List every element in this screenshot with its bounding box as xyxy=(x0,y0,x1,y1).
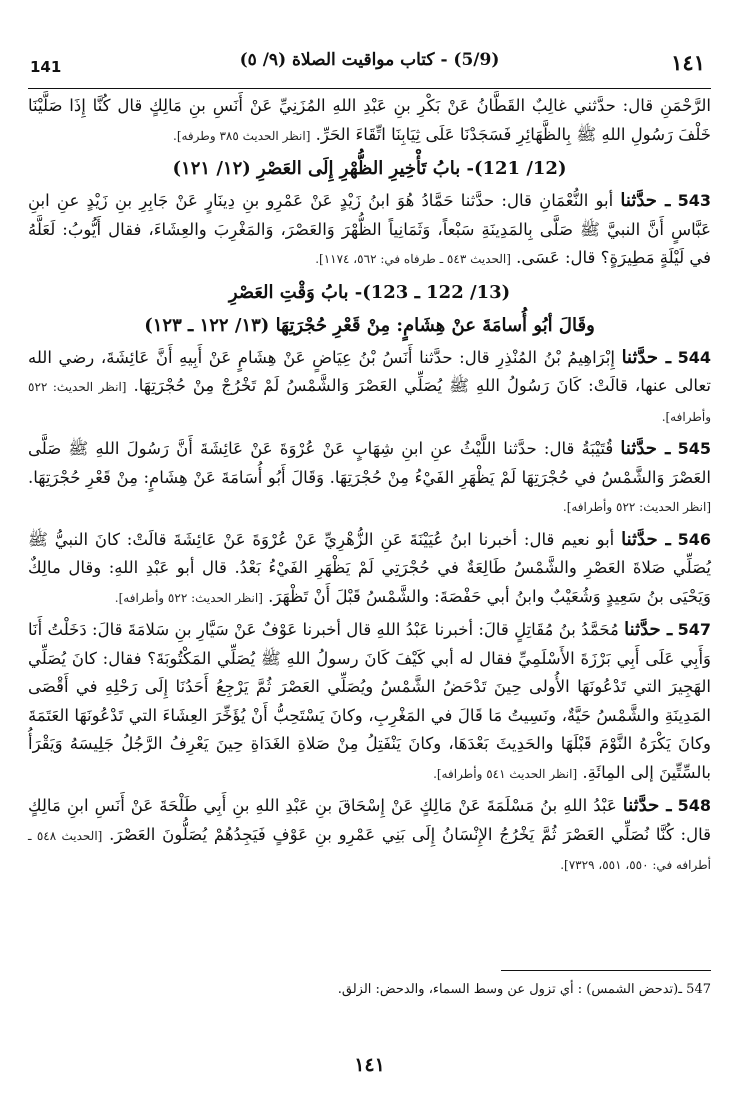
chapter-heading: (12/ 121)- بابُ تَأْخِيرِ الظُّهْرِ إِلَى العَصْرِ (١٢/ ١٢١) xyxy=(172,158,567,179)
page-number-arabic: ١٤١ xyxy=(671,50,705,75)
hadith-reference: [انظر الحديث: ٥٢٢ وأطرافه]. xyxy=(28,380,711,424)
hadith-lead: ـ حدَّثنا xyxy=(622,795,672,816)
hadith-lead: ـ حدَّثنا xyxy=(620,438,671,459)
hadith-paragraph xyxy=(28,92,711,150)
hadith-reference: [الحديث ٥٤٣ ـ طرفاه في: ٥٦٢، ١١٧٤]. xyxy=(315,252,511,266)
page-header xyxy=(28,40,711,74)
hadith-lead: ـ حدَّثنا xyxy=(620,190,671,211)
hadith-reference: [انظر الحديث ٥٤١ وأطرافه]. xyxy=(433,766,578,781)
hadith-reference: [انظر الحديث: ٥٢٢ وأطرافه]. xyxy=(114,590,263,605)
hadith-text: الرَّحْمَنِ قال: حدَّثني غالِبٌ القَطَّانُ عَنْ بَكْرِ بنِ عَبْدِ اللهِ المُزَنِيِّ عَنْ أَنَسِ بنِ مَالِكٍ قال كُنَّا إِذَا صَلَّيْنَا خَلْفَ رَسُولِ اللهِ ﷺ بِالظَّهَائِرِ فَسَجَدْنَا عَلَى ثِيَابِنَا اتِّقَاءَ الحَرِّ. xyxy=(28,96,711,144)
running-title: (5/9) - كتاب مواقيت الصلاة (٩/ ٥) xyxy=(239,50,500,70)
footnote-rule xyxy=(501,970,711,971)
hadith-text: قُتَيْبَةُ قال: حدَّثنا اللَّيْثُ عنِ ابنِ شِهَابٍ عَنْ عُرْوَةَ عَنْ عَائِشَةَ أَنَّ رَسُولَ اللهِ ﷺ صَلَّى العَصْرَ وَالشَّمْسُ في حُجْرَتِهَا لَمْ يَظْهَرِ الفَيْءُ مِنْ حُجْرَتِهَا. وَقَالَ أَبُو أُسَامَةَ عَنْ هِشَامٍ: مِنْ قَعْرِ حُجْرَتِهَا. xyxy=(28,439,711,487)
hadith-lead: ـ حدَّثنا xyxy=(621,346,671,368)
footnote: 547 ـ(تدحض الشمس) : أي تزول عن وسط السماء، والدحض: الزلق. xyxy=(337,982,711,997)
hadith-number: 543 xyxy=(677,191,712,210)
hadith-lead: ـ حدَّثنا xyxy=(621,528,671,550)
hadith-paragraph xyxy=(28,187,711,274)
hadith-number: 545 xyxy=(677,439,711,458)
hadith-reference: [الحديث ٥٤٨ ـ أطرافه في: ٥٥٠، ٥٥١، ٧٣٢٩]. xyxy=(28,828,711,872)
chapter-heading: وقَالَ أبُو أُسامَةَ عنْ هِشَامٍ: مِنْ قَعْرِ حُجْرَتِهَا (١٣/ ١٢٢ ـ ١٢٣) xyxy=(144,314,595,336)
hadith-number: 547 xyxy=(677,620,711,639)
hadith-paragraph xyxy=(28,435,711,522)
hadith-paragraph xyxy=(28,344,711,432)
hadith-number: 546 xyxy=(677,529,712,549)
page-number-latin: 141 xyxy=(30,58,62,76)
hadith-number: 544 xyxy=(677,347,712,367)
hadith-text: أبو النُّعْمَانِ قال: حدَّثنا حَمَّادُ هُوَ ابنُ زَيْدٍ عَنْ عَمْرِو بنِ دِينَارٍ عَنْ جَابِرِ بنِ زَيْدٍ عنِ ابنِ عَبَّاسٍ أَنَّ النبيَّ ﷺ صَلَّى بِالمَدِينَةِ سَبْعاً، وَثَمَانِياً الظُّهْرَ وَالعَصْرَ، وَالمَغْرِبَ والعِشَاءَ، فقال أَيُّوبُ: لَعَلَّهُ في لَيْلَةٍ مَطِيرَةٍ؟ قال: عَسَى. xyxy=(28,191,711,267)
hadith-body xyxy=(28,92,711,884)
hadith-reference: [انظر الحديث: ٥٢٢ وأطرافه]. xyxy=(562,500,711,514)
hadith-text: مُحَمَّدُ بنُ مُقَاتِلٍ قالَ: أخبرنا عَبْدُ اللهِ قال أخبرنا عَوْفٌ عَنْ سَيَّارِ بنِ سَلامَةَ قالَ: دَخَلْتُ أَنَا وَأَبِي عَلَى أَبِي بَرْزَةَ الأَسْلَمِيِّ فقال له أبي كَيْفَ كَانَ رسولُ اللهِ ﷺ يُصَلِّي المَكْتُوبَةَ؟ فقال: كانَ يُصَلِّي الهَجِيرَ التي تَدْعُونَهَا الأُولى حِينَ تَدْحَضُ الشَّمْسُ ويُصَلِّي العَصْرَ ثُمَّ يَرْجِعُ أَحَدُنَا إِلَى رَحْلِهِ في أَقْصَى المَدِينَةِ والشَّمْسُ حَيَّةٌ، ونَسِيتُ مَا قَالَ في المَغْرِبِ، وكانَ يَسْتَحِبُّ أَنْ يُؤَخِّرَ العِشَاءَ التي تَدْعُونَهَا العَتَمَةَ وكانَ يَكْرَهُ النَّوْمَ قَبْلَهَا والحَدِيثَ بَعْدَهَا، وكانَ يَنْفَتِلُ مِنْ صَلاةِ الغَدَاةِ حِينَ يَعْرِفُ الرَّجُلُ جَلِيسَهُ وَيَقْرَأُ بالسِّتِّينَ إلى المِائَةِ. xyxy=(28,620,711,782)
hadith-text: إِبْرَاهِيمُ بْنُ المُنْذِرِ قال: حدَّثنا أَنَسُ بْنُ عِيَاضٍ عَنْ هِشَامٍ عَنْ أَبِيهِ أَنَّ عَائِشَةَ، رضي الله تعالى عنها، قالَتْ: كَانَ رَسُولُ اللهِ ﷺ يُصَلِّي العَصْرَ وَالشَّمْسُ لَمْ تَخْرُجْ مِنْ حُجْرَتِهَا. xyxy=(28,347,711,395)
hadith-lead: ـ حدَّثنا xyxy=(624,619,673,640)
hadith-paragraph xyxy=(28,616,711,788)
hadith-paragraph xyxy=(28,526,711,613)
header-rule xyxy=(28,88,711,89)
hadith-text: عَبْدُ اللهِ بنُ مَسْلَمَةَ عَنْ مَالِكٍ عَنْ إِسْحَاقَ بنِ عَبْدِ اللهِ بنِ أَبِي طَلْحَةَ عَنْ أَنَسِ ابنِ مَالِكٍ قال: كُنَّا نُصَلِّي العَصْرَ ثُمَّ يَخْرُجُ الإِنْسَانُ إِلَى بَنِي عَمْرِو بنِ عَوْفٍ فَيَجِدُهُمْ يُصَلُّونَ العَصْرَ. xyxy=(28,796,711,844)
chapter-heading: (13/ 122 ـ 123)- بابُ وَقْتِ العَصْرِ xyxy=(228,281,511,303)
footer-page-number: ١٤١ xyxy=(354,1054,385,1076)
hadith-reference: [انظر الحديث ٣٨٥ وطرفه]. xyxy=(173,128,311,143)
hadith-paragraph xyxy=(28,792,711,880)
hadith-number: 548 xyxy=(677,796,712,815)
hadith-text: أبو نعيم قال: أخبرنا ابنُ عُيَيْنَةَ عَنِ الزُّهْرِيِّ عَنْ عُرْوَةَ عَنْ عَائِشَةَ قالَتْ: كانَ النبيُّ ﷺ يُصَلِّي صَلاةَ العَصْرِ والشَّمْسُ طَالِعَةٌ في حُجْرَتِي لَمْ يَظْهَرِ الفَيْءُ بَعْدُ. قال أبو عَبْدِ اللهِ: وقال مالِكٌ وَيَحْيَى بنُ سَعِيدٍ وَشُعَيْبٌ وابنُ أبي حَفْصَةَ: والشَّمْسُ قَبْلَ أَنْ تَظْهَرَ. xyxy=(28,529,711,606)
